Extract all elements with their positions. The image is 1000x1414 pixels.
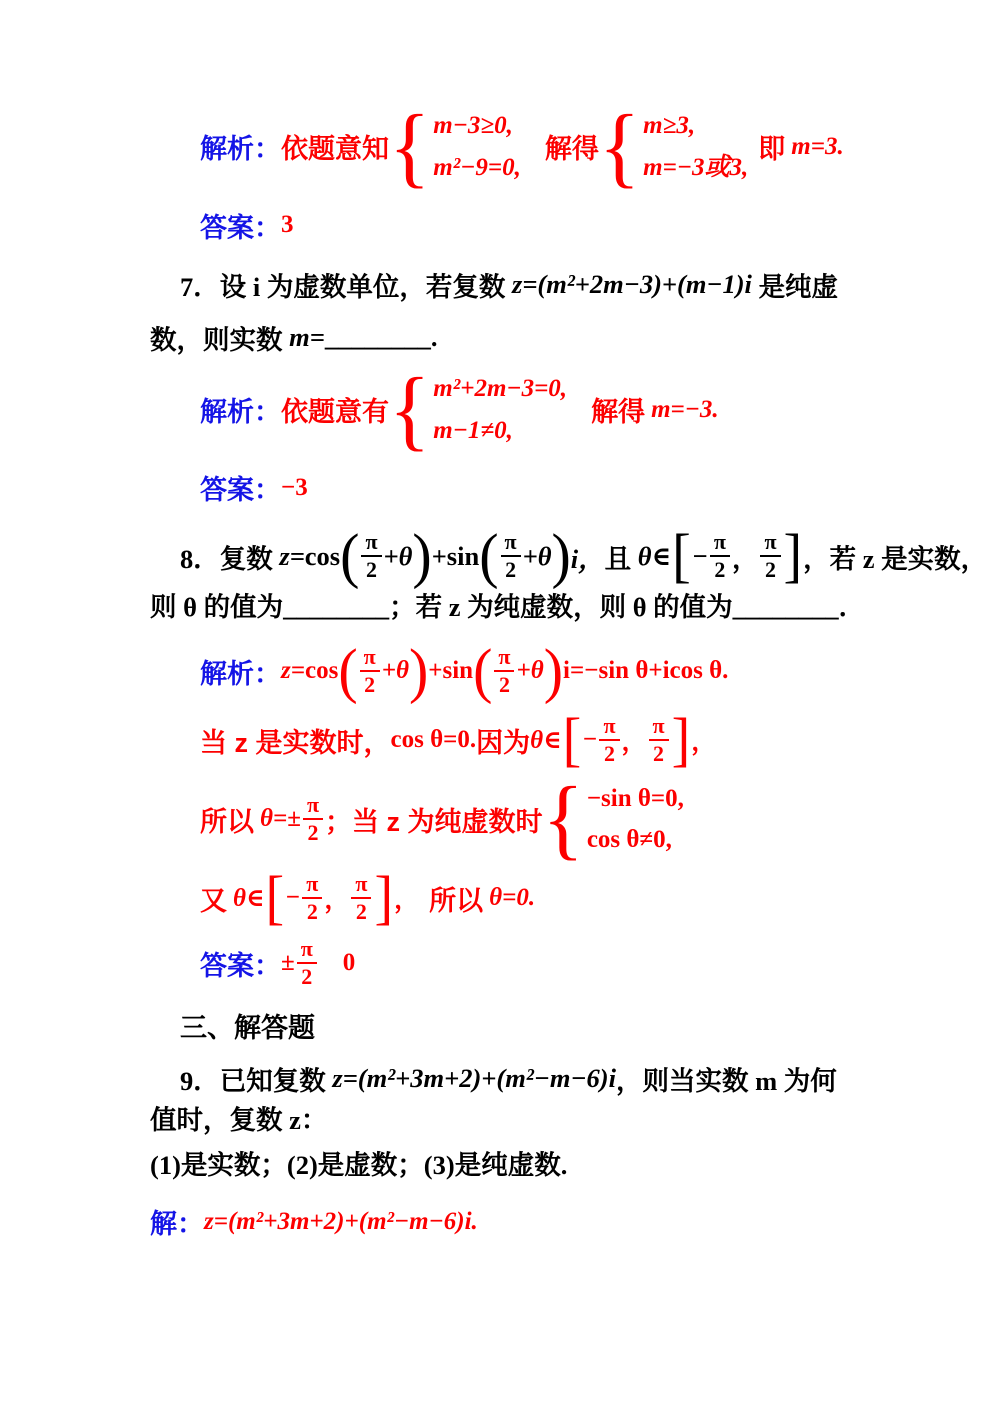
equation: cos θ≠0, [586,826,672,854]
solution-text: 因为 [476,727,531,758]
fraction-denominator: 2 [365,557,377,583]
answer-blank: ________ [324,321,431,352]
math-expression: θ=± [260,805,301,833]
math-expression: i， [570,543,605,574]
fraction-numerator: π [302,873,322,899]
fraction-numerator: π [710,531,730,557]
pi-over-2-fraction [360,646,380,696]
fraction-numerator: π [351,873,371,899]
equation: m≥3, [643,112,696,140]
left-bracket: [ [672,522,691,590]
pi-over-2-fraction [303,794,323,844]
math-expression: z=(m²+2m−3)+(m−1)i [512,268,752,299]
math-expression: θ∈ [233,885,265,913]
solution-9-line [150,1202,860,1241]
right-paren: ) [412,521,432,590]
math-expression: m=−3. [651,395,719,423]
fraction-numerator: π [361,531,381,557]
question-text: 7．设 i 为虚数单位，若复数 [180,271,512,302]
fraction-numerator: π [649,715,669,741]
question-8-line-1 [180,521,988,590]
fraction-denominator: 2 [307,820,319,846]
comma: ， [731,543,759,574]
fraction-numerator: π [760,531,780,557]
semicolon: ； [325,806,353,837]
math-expression: m= [289,321,325,352]
pi-over-2-fraction [599,715,619,765]
question-9-line-1 [180,1059,860,1098]
right-paren: ) [408,636,429,706]
equation-system [542,767,684,869]
math-expression: z=(m²+3m+2)+(m²−m−6)i. [204,1207,478,1235]
left-bracket: [ [265,864,285,932]
question-9-line-2: 值时，复数 z： [150,1105,328,1136]
math-expression: z= [279,540,305,571]
solution-7-analysis-line [200,358,860,460]
fraction-denominator: 2 [764,557,776,583]
solution-text: 依题意有 [281,397,389,428]
solution-8-step-line [200,864,860,932]
right-paren: ) [543,636,564,706]
answer-value: 0 [342,949,356,977]
left-brace-icon: { [542,767,584,869]
section-title: 三、解答题 [180,1013,315,1044]
math-expression: z=(m²+3m+2)+(m²−m−6)i [332,1063,616,1094]
right-bracket: ] [374,864,394,932]
fraction-denominator: 2 [498,672,510,698]
equation: m=−3或3, [643,153,749,181]
comma: ， [621,729,647,757]
math-expression: m=3. [791,132,844,160]
equation: −sin θ=0, [586,784,684,812]
comma: ， [691,729,717,757]
fraction-numerator: π [501,531,521,557]
question-text: ，若 z 是实数， [803,543,988,574]
math-expression: +θ [522,540,552,571]
pi-over-2-fraction [494,646,514,696]
pi-over-2-fraction [361,531,381,581]
math-expression: cos θ=0. [390,726,477,754]
minus-sign: − [285,884,301,912]
answer-label: 答案： [200,212,281,243]
math-expression: +θ [383,540,413,571]
question-text: 数，则实数 [150,324,290,355]
question-8-line-2: 则 θ 的值为________；若 z 为纯虚数，则 θ 的值为________． [150,592,866,623]
comma: ， [324,887,350,915]
fraction-denominator: 2 [603,741,615,767]
question-text: ，则当实数 m 为何 [615,1066,837,1097]
solution-6-answer-line [200,206,860,245]
left-bracket: [ [562,706,582,774]
question-text: . [430,321,438,352]
analysis-label: 解析： [200,134,281,165]
left-paren: ( [479,521,499,590]
pi-over-2-fraction [649,715,669,765]
equation-rows [433,375,567,444]
solution-text: 当 z 为纯虚数时 [352,806,543,837]
section-3-header [180,1006,860,1045]
question-text: 是纯虚 [751,271,839,302]
math-expression: +θ [516,657,544,685]
left-paren: ( [473,636,493,706]
math-expression: θ∈ [530,727,562,755]
answer-value: −3 [281,473,308,501]
solution-8-analysis-line [200,636,860,706]
math-function: cos [304,540,341,571]
fraction-denominator: 2 [364,672,376,698]
solution-text: 所以 [200,806,254,837]
question-text: 且 [604,543,638,574]
pi-over-2-fraction [760,531,780,581]
solution-text: 依题意知 [281,134,389,165]
solution-text: 解得 [591,397,646,428]
pi-over-2-fraction [501,531,521,581]
equation: m−3≥0, [433,112,513,140]
math-expression: θ=0. [489,884,536,912]
fraction-numerator: π [494,646,514,672]
fraction-denominator: 2 [505,557,517,583]
math-function: +sin [428,657,474,685]
pi-over-2-fraction [351,873,371,923]
question-7-line-1 [180,265,860,304]
solution-text: 当 z 是实数时， [200,727,391,758]
left-paren: ( [340,521,360,590]
equation: m²+2m−3=0, [433,375,568,403]
equation-rows [433,112,521,181]
left-paren: ( [338,636,358,706]
question-9-line-3: (1)是实数；(2)是虚数；(3)是纯虚数. [150,1150,568,1181]
right-bracket: ] [671,706,691,774]
analysis-label: 解析： [200,658,281,689]
pi-over-2-fraction [302,873,322,923]
fraction-denominator: 2 [714,557,726,583]
equation: m−1≠0, [433,416,513,444]
fraction-numerator: π [599,715,619,741]
question-7-line-2 [150,318,860,357]
fraction-denominator: 2 [653,741,665,767]
solution-text: 解得 [544,134,599,165]
analysis-label: 解析： [200,397,281,428]
pi-over-2-fraction [297,938,317,988]
equation-system [389,358,568,460]
comma: ， [394,887,420,915]
solution-8-step-line [200,767,860,869]
math-function: cos [304,657,339,685]
equation-system-1 [389,95,521,197]
math-expression: i=−sin θ+icos θ. [563,657,729,685]
equation-system-2 [598,95,749,197]
equation-rows [587,785,684,854]
math-expression: θ∈ [637,540,672,571]
left-brace-icon: { [389,358,431,460]
answer-value: ± [281,949,295,977]
math-expression: +θ [381,657,409,685]
solution-6-analysis-line [200,95,860,197]
fraction-numerator: π [360,646,380,672]
fraction-denominator: 2 [301,964,313,990]
solution-text: 即 [758,134,786,165]
math-function: +sin [431,540,480,571]
right-bracket: ] [783,522,803,590]
solution-label: 解： [150,1209,204,1240]
solution-8-step-line [200,706,860,774]
math-expression: z= [281,657,305,685]
fraction-denominator: 2 [306,899,318,925]
solution-7-answer-line [200,468,860,507]
fraction-numerator: π [303,794,323,820]
solution-text: 又 [200,885,227,916]
left-brace-icon: { [389,95,431,197]
answer-value: 3 [281,211,294,239]
question-text: 8．复数 [180,543,280,574]
equation-rows [643,112,748,181]
fraction-denominator: 2 [355,899,367,925]
answer-label: 答案： [200,950,281,981]
left-brace-icon: { [598,95,641,197]
question-text: 9．已知复数 [180,1066,333,1097]
pi-over-2-fraction [710,531,730,581]
solution-text: 所以 [429,885,484,916]
right-paren: ) [551,521,571,590]
answer-label: 答案： [200,475,281,506]
minus-sign: − [691,540,708,571]
solution-8-answer-line [200,938,860,988]
equation: m²−9=0, [433,153,521,181]
minus-sign: − [582,726,598,754]
fraction-numerator: π [297,938,317,964]
